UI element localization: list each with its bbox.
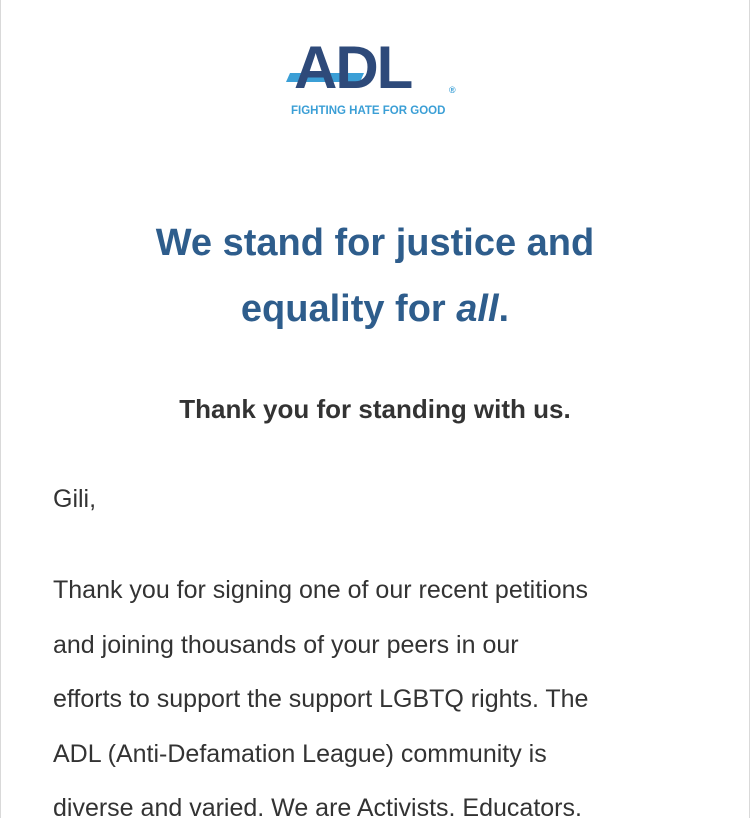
body-line: Thank you for signing one of our recent petitions — [53, 576, 589, 604]
body-line: efforts to support the support LGBTQ rights. The — [53, 685, 589, 713]
body-line: ADL (Anti-Defamation League) community is — [53, 739, 547, 768]
left-border — [0, 0, 1, 818]
greeting: Gili, — [53, 485, 97, 513]
registered-mark: ® — [449, 85, 456, 95]
headline-emphasis: all — [456, 288, 499, 330]
adl-logo-mark — [286, 36, 466, 106]
body-line: and joining thousands of your peers in our — [53, 630, 519, 659]
headline-line-1: We stand for justice and — [155, 222, 595, 264]
body-paragraph — [53, 563, 713, 818]
headline-line-2-suffix: . — [498, 288, 510, 330]
logo-tagline: FIGHTING HATE FOR GOOD — [291, 105, 446, 117]
thank-you-heading: Thank you for standing with us. — [179, 394, 571, 424]
logo-wordmark: ADL — [294, 36, 412, 101]
body-line: diverse and varied. We are Activists. Educators. — [53, 794, 582, 818]
headline — [60, 210, 690, 342]
headline-line-2 — [60, 276, 690, 342]
headline-line-2-prefix: equality for — [240, 288, 457, 330]
